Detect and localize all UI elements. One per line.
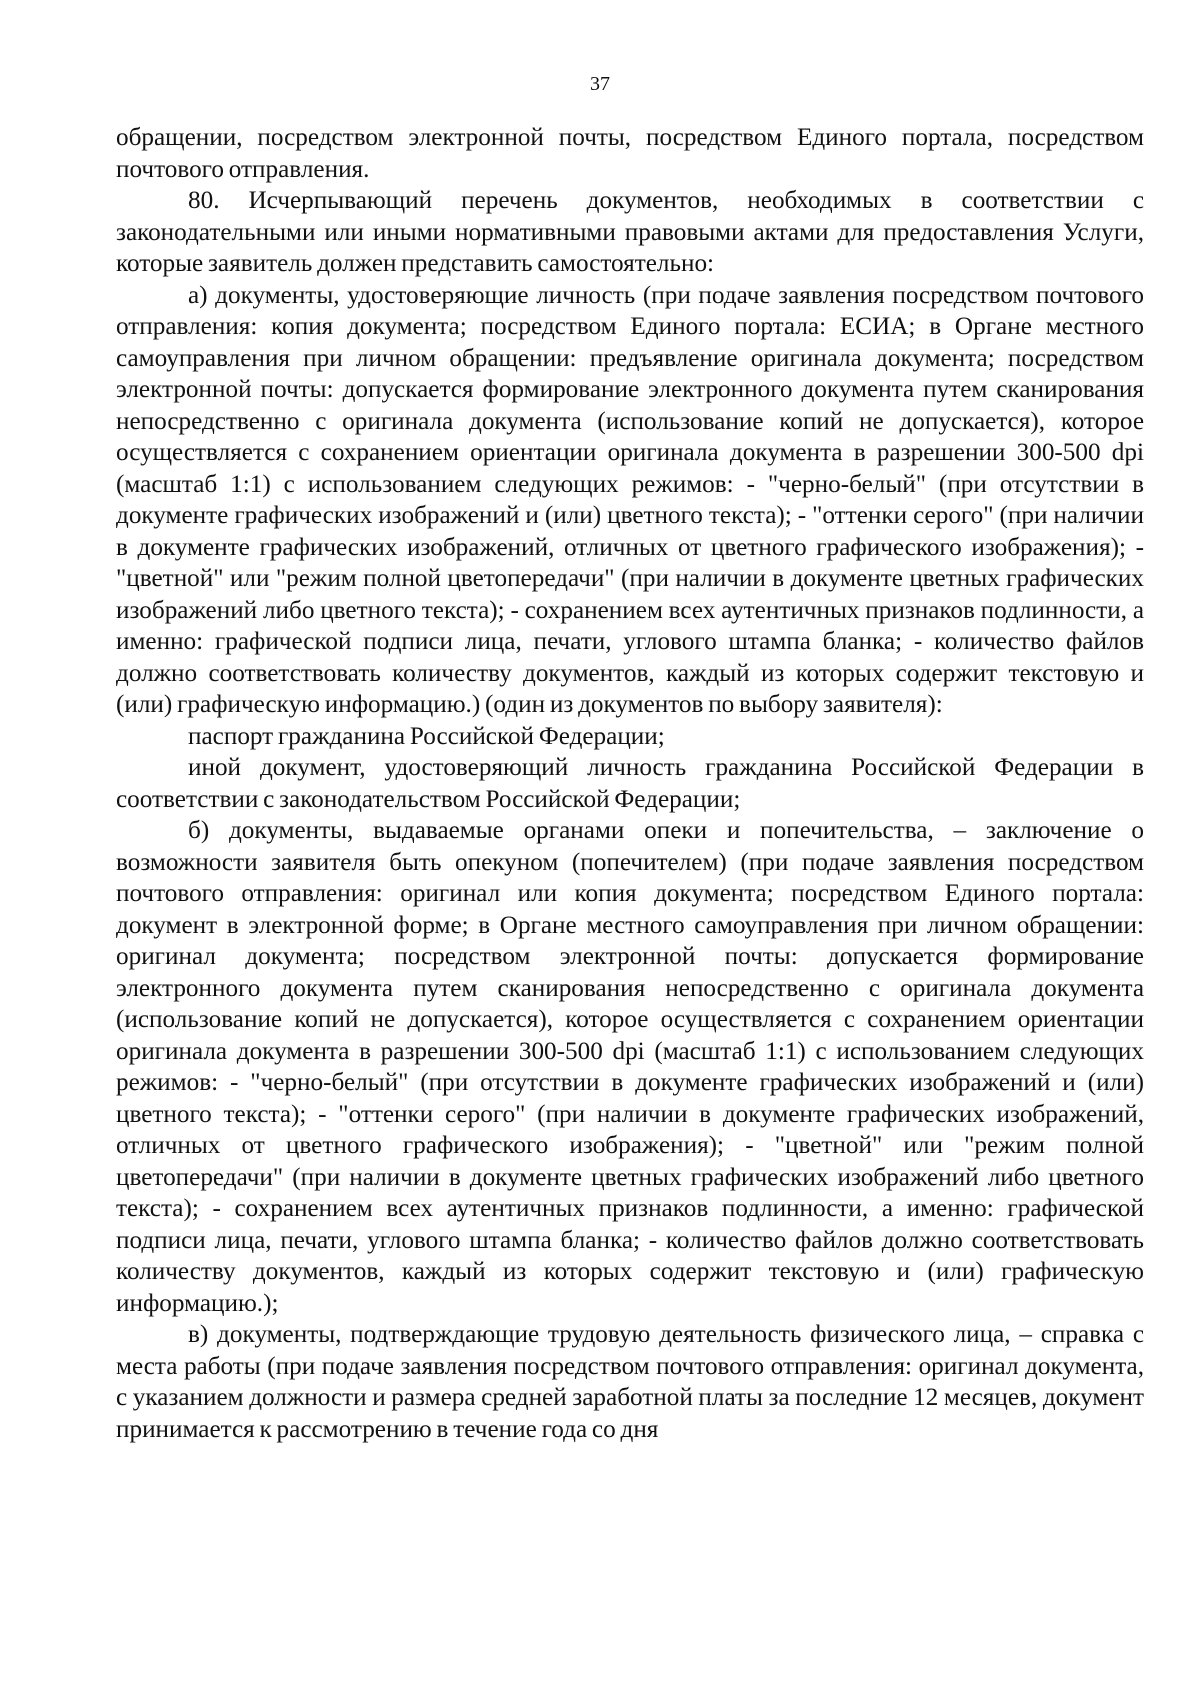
paragraph-passport: паспорт гражданина Российской Федерации; (188, 722, 665, 750)
paragraph-continuation: обращении, посредством электронной почты, посредством Единого портала, посредством почтового отправления. (116, 124, 1144, 183)
paragraph-other-id: иной документ, удостоверяющий личность гражданина Российской Федерации в соответствии с законодательством Российской Федерации; (116, 754, 1144, 813)
document-body (116, 122, 1144, 1445)
paragraph-subitem-b: б) документы, выдаваемые органами опеки и попечительства, – заключение о возможности заявителя быть опекуном (попечителем) (при подаче заявления посредством почтового отправления: оригинал или копия документа; посредством Единого портала: документ в электронной форме; в Органе местного самоуправления при личном обращении: оригинал документа; посредством электронной почты: допускается формирование электронного документа путем сканирования непосредственно с оригинала документа (использование копий не допускается), которое осуществляется с сохранением ориентации оригинала документа в разрешении 300-500 dpi (масштаб 1:1) с использованием следующих режимов: - "черно-белый" (при отсутствии в документе графических изображений и (или) цветного текста); - "оттенки серого" (при наличии в документе графических изображений, отличных от цветного графического изображения); - "цветной" или "режим полной цветопередачи" (при наличии в документе цветных графических изображений либо цветного текста); - сохранением всех аутентичных признаков подлинности, а именно: графической подписи лица, печати, углового штампа бланка; - количество файлов должно соответствовать количеству документов, каждый из которых содержит текстовую и (или) графическую информацию.); (116, 817, 1144, 1317)
paragraph-item-80: 80. Исчерпывающий перечень документов, необходимых в соответствии с законодательными или иными нормативными правовыми актами для предоставления Услуги, которые заявитель должен представить самостоятельно: (116, 187, 1144, 277)
page-number: 37 (590, 73, 610, 95)
paragraph-subitem-v: в) документы, подтверждающие трудовую деятельность физического лица, – справка с места работы (при подаче заявления посредством почтового отправления: оригинал документа, с указанием должности и размера средней заработной платы за последние 12 месяцев, документ принимается к рассмотрению в течение года со дня (116, 1321, 1144, 1443)
paragraph-subitem-a: а) документы, удостоверяющие личность (при подаче заявления посредством почтового отправления: копия документа; посредством Единого портала: ЕСИА; в Органе местного самоуправления при личном обращении: предъявление оригинала документа; посредством электронной почты: допускается формирование электронного документа путем сканирования непосредственно с оригинала документа (использование копий не допускается), которое осуществляется с сохранением ориентации оригинала документа в разрешении 300-500 dpi (масштаб 1:1) с использованием следующих режимов: - "черно-белый" (при отсутствии в документе графических изображений и (или) цветного текста); - "оттенки серого" (при наличии в документе графических изображений, отличных от цветного графического изображения); - "цветной" или "режим полной цветопередачи" (при наличии в документе цветных графических изображений либо цветного текста); - сохранением всех аутентичных признаков подлинности, а именно: графической подписи лица, печати, углового штампа бланка; - количество файлов должно соответствовать количеству документов, каждый из которых содержит текстовую и (или) графическую информацию.) (один из документов по выбору заявителя): (116, 281, 1144, 718)
